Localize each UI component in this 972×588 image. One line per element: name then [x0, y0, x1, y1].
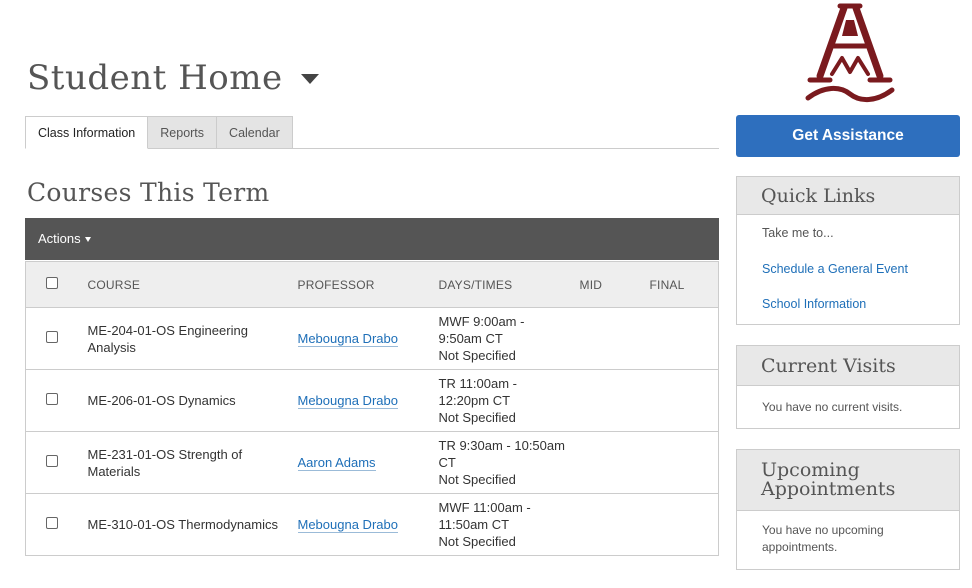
column-header-course: COURSE	[78, 262, 288, 308]
column-header-professor: PROFESSOR	[288, 262, 429, 308]
location: Not Specified	[438, 348, 516, 363]
page-title	[27, 58, 319, 98]
row-checkbox[interactable]	[46, 455, 58, 467]
days-times: MWF 11:00am - 11:50am CT	[438, 500, 531, 532]
column-header-days-times: DAYS/TIMES	[429, 262, 570, 308]
row-checkbox[interactable]	[46, 393, 58, 405]
caret-down-icon	[85, 237, 91, 242]
courses-section-title: Courses This Term	[27, 178, 270, 207]
professor-link[interactable]: Aaron Adams	[297, 455, 376, 470]
select-all-checkbox[interactable]	[46, 277, 58, 289]
column-header-mid: MID	[570, 262, 640, 308]
table-row	[26, 494, 719, 556]
school-logo	[804, 2, 896, 104]
course-name: ME-204-01-OS Engineering Analysis	[78, 308, 288, 370]
current-visits-panel	[736, 345, 960, 429]
quick-links-panel	[736, 176, 960, 325]
days-times-cell	[429, 370, 570, 432]
mid-grade	[570, 370, 640, 432]
appointments-message: You have no upcoming appointments.	[762, 523, 884, 554]
row-checkbox[interactable]	[46, 331, 58, 343]
tab-class-information[interactable]: Class Information	[25, 116, 148, 149]
mid-grade	[570, 432, 640, 494]
page-title-text: Student Home	[27, 58, 283, 98]
quick-links-intro: Take me to...	[762, 226, 834, 240]
professor-link[interactable]: Mebougna Drabo	[297, 517, 398, 532]
mid-grade	[570, 494, 640, 556]
actions-label: Actions	[38, 231, 81, 246]
link-schedule-general-event[interactable]: Schedule a General Event	[762, 261, 908, 276]
table-row	[26, 308, 719, 370]
location: Not Specified	[438, 472, 516, 487]
row-checkbox[interactable]	[46, 517, 58, 529]
table-row	[26, 432, 719, 494]
final-grade	[640, 494, 719, 556]
mid-grade	[570, 308, 640, 370]
course-name: ME-231-01-OS Strength of Materials	[78, 432, 288, 494]
current-visits-title: Current Visits	[737, 346, 959, 386]
get-assistance-button[interactable]: Get Assistance	[736, 115, 960, 157]
days-times-cell	[429, 432, 570, 494]
location: Not Specified	[438, 534, 516, 549]
actions-menu-button[interactable]	[38, 231, 91, 246]
days-times-cell	[429, 494, 570, 556]
link-school-information[interactable]: School Information	[762, 297, 867, 311]
current-visits-message: You have no current visits.	[762, 400, 903, 414]
final-grade	[640, 308, 719, 370]
days-times: TR 9:30am - 10:50am CT	[438, 438, 565, 470]
appointments-title: Upcoming Appointments	[737, 450, 959, 511]
final-grade	[640, 432, 719, 494]
final-grade	[640, 370, 719, 432]
table-header-row	[26, 262, 719, 308]
course-name: ME-206-01-OS Dynamics	[78, 370, 288, 432]
appointments-panel	[736, 449, 960, 570]
days-times: MWF 9:00am - 9:50am CT	[438, 314, 525, 346]
courses-table	[25, 261, 719, 556]
table-row	[26, 370, 719, 432]
tab-bar	[25, 116, 719, 149]
professor-link[interactable]: Mebougna Drabo	[297, 393, 398, 408]
quick-links-title: Quick Links	[737, 177, 959, 215]
location: Not Specified	[438, 410, 516, 425]
column-header-final: FINAL	[640, 262, 719, 308]
professor-link[interactable]: Mebougna Drabo	[297, 331, 398, 346]
course-name: ME-310-01-OS Thermodynamics	[87, 517, 278, 532]
actions-bar	[25, 218, 719, 260]
page-menu-caret-icon[interactable]	[301, 74, 319, 84]
days-times-cell	[429, 308, 570, 370]
days-times: TR 11:00am - 12:20pm CT	[438, 376, 518, 408]
tab-calendar[interactable]: Calendar	[217, 116, 293, 149]
tab-reports[interactable]: Reports	[148, 116, 217, 149]
